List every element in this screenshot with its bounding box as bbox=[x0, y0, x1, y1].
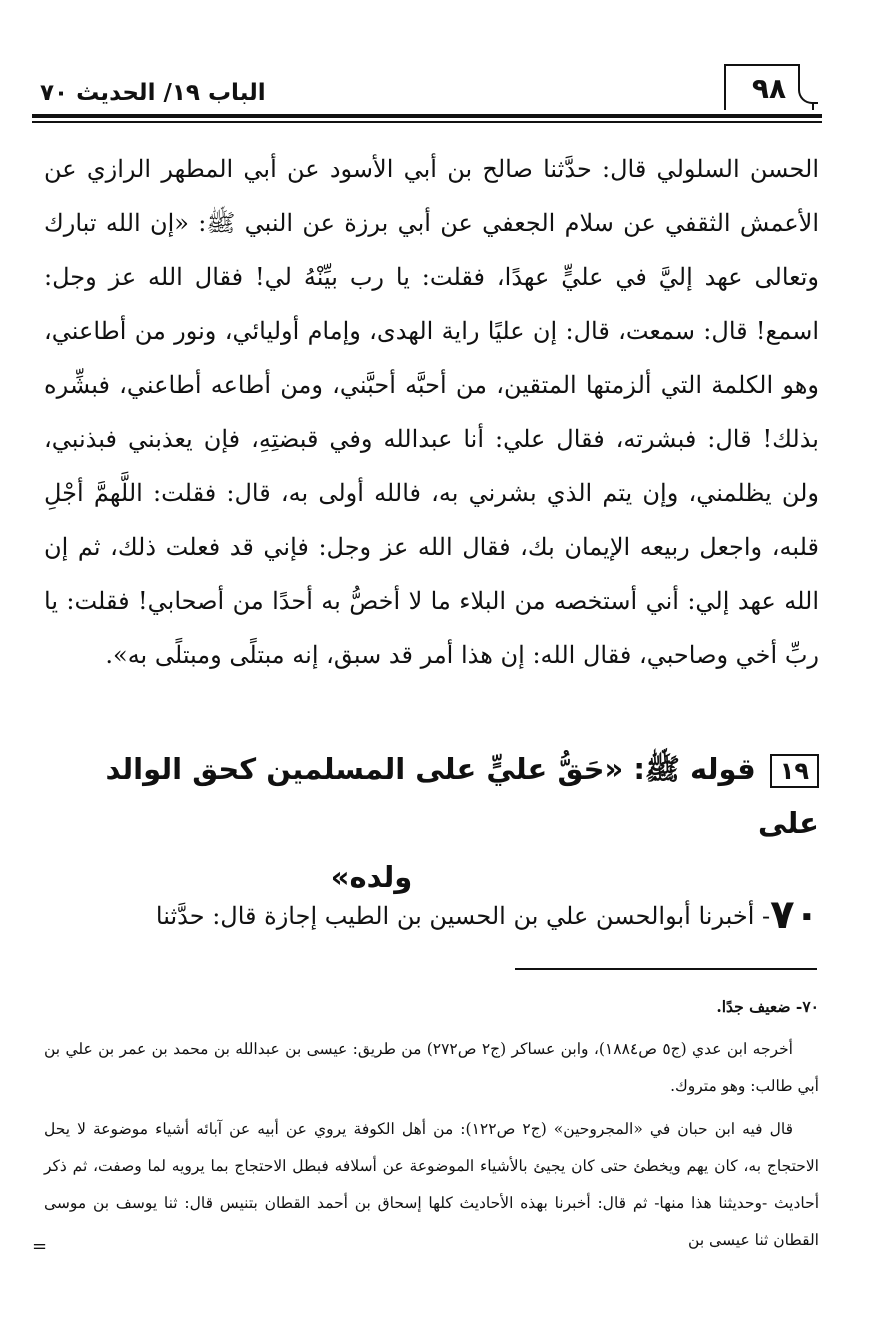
section-heading bbox=[44, 742, 819, 904]
running-header-title: الباب ١٩/ الحديث ٧٠ bbox=[40, 80, 266, 106]
section-number-box: ١٩ bbox=[770, 754, 819, 788]
continuation-mark: = bbox=[32, 1236, 48, 1257]
hadith-number: ٧٠ bbox=[770, 892, 819, 938]
header-rule-thick bbox=[32, 114, 822, 118]
page-curl-ornament bbox=[798, 64, 818, 104]
page-number: ٩٨ bbox=[751, 71, 787, 105]
hadith-text: - أخبرنا أبوالحسن علي بن الحسين بن الطيب إجازة قال: حدَّثنا bbox=[155, 902, 771, 930]
hadith-entry bbox=[44, 888, 819, 943]
footnote-separator bbox=[515, 968, 817, 970]
body-paragraph: الحسن السلولي قال: حدَّثنا صالح بن أبي الأسود عن أبي المطهر الرازي عن الأعمش الثقفي عن سلام الجعفي عن أبي برزة عن النبي ﷺ: «إن الله تبارك وتعالى عهد إليَّ في عليٍّ عهدًا، فقلت: يا رب بيِّنْهُ لي! فقال الله عز وجل: اسمع! قال: سمعت، قال: إن عليًا راية الهدى، وإمام أوليائي، ونور من أطاعني، وهو الكلمة التي ألزمتها المتقين، من أحبَّه أحبَّني، ومن أطاعه أطاعني، فبشِّره بذلك! قال: فبشرته، فقال علي: أنا عبدالله وفي قبضتِهِ، فإن يعذبني فبذنبي، ولن يظلمني، وإن يتم الذي بشرني به، فالله أولى به، قال: فقلت: اللَّهمَّ أجْلِ قلبه، واجعل ربيعه الإيمان بك، فقال الله عز وجل: فإني قد فعلت ذلك، ثم إن الله عهد إلي: أني أستخصه من البلاء ما لا أخصُّ به أحدًا من أصحابي! فقلت: يا ربِّ أخي وصاحبي، فقال الله: إن هذا أمر قد سبق، إنه مبتلًى ومبتلًى به». bbox=[44, 155, 819, 669]
page-number-badge bbox=[724, 64, 814, 110]
section-title-line2: ولده» bbox=[330, 860, 413, 894]
main-text-block bbox=[44, 142, 819, 682]
footnotes-block bbox=[44, 988, 819, 1265]
header-rule-thin bbox=[32, 121, 822, 123]
footnote-paragraph-2: قال فيه ابن حبان في «المجروحين» (ج٢ ص١٢٢): من أهل الكوفة يروي عن أبيه عن آبائه أشياء موضوعة لا يحل الاحتجاج به، كان يهم ويخطئ حتى كان يجيئ بالأشياء الموضوعة عن أسلافه فبطل الاحتجاج بما يرويه لما وصفت، ثم ذكر أحاديث -وحديثنا هذا منها- ثم قال: أخبرنا بهذه الأحاديث كلها إسحاق بن أحمد القطان بتنيس قال: ثنا يوسف بن موسى القطان ثنا عيسى بن bbox=[44, 1120, 819, 1249]
section-title-line1: قوله ﷺ: «حَقُّ عليٍّ على المسلمين كحق الوالد على bbox=[105, 752, 819, 840]
footnote-paragraph-1: أخرجه ابن عدي (ج٥ ص١٨٨٤)، وابن عساكر (ج٢ ص٢٧٢) من طريق: عيسى بن عبدالله بن محمد بن عمر بن علي بن أبي طالب: وهو متروك. bbox=[44, 1040, 819, 1095]
footnote-grade: ٧٠- ضعيف جدًا. bbox=[716, 997, 819, 1016]
